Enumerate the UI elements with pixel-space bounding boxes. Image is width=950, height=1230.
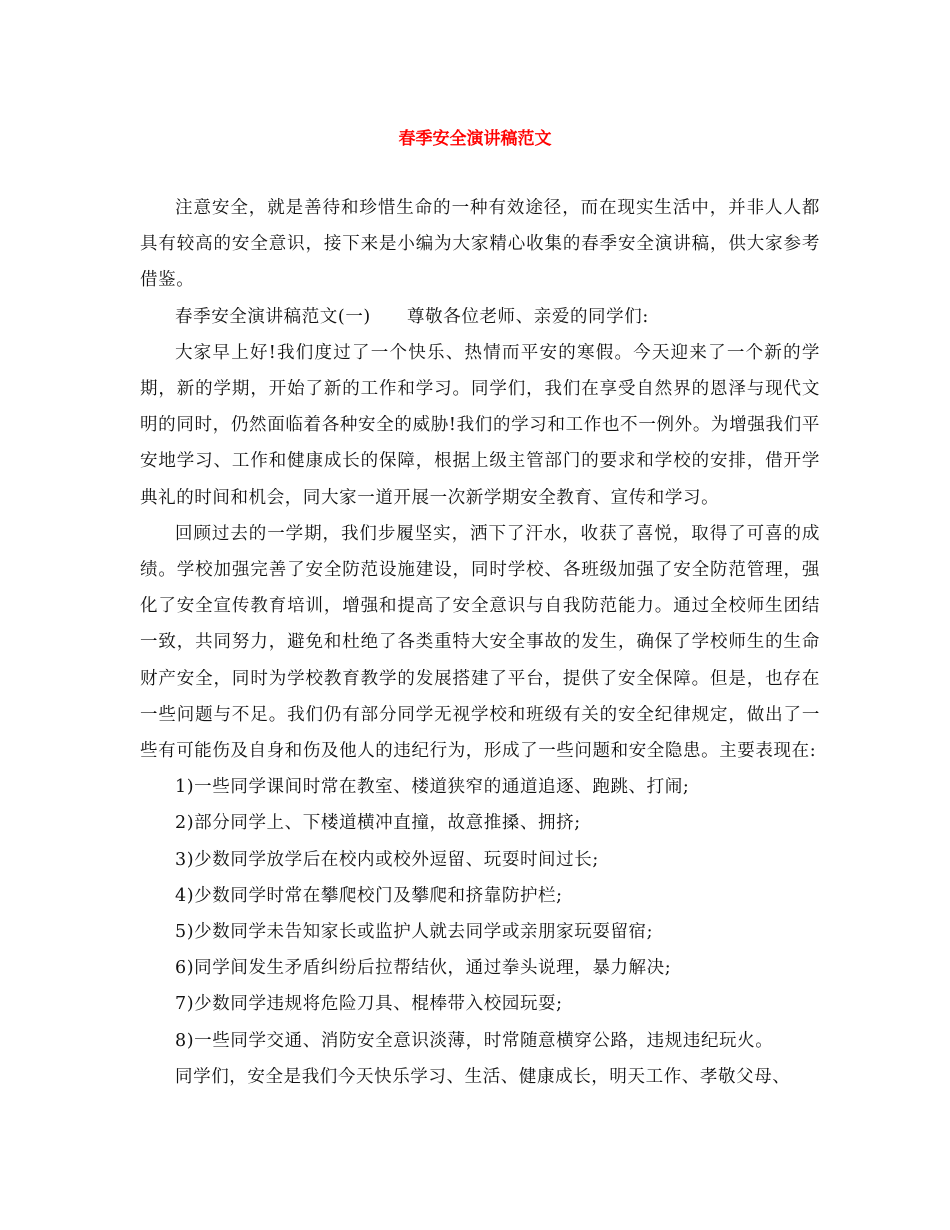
list-item: 8)一些同学交通、消防安全意识淡薄，时常随意横穿公路，违规违纪玩火。 <box>175 1030 774 1051</box>
document-title: 春季安全演讲稿范文 <box>398 129 552 149</box>
list-item: 6)同学间发生矛盾纠纷后拉帮结伙，通过拳头说理，暴力解决; <box>175 958 672 979</box>
list-item: 7)少数同学违规将危险刀具、棍棒带入校园玩耍; <box>175 994 563 1015</box>
greeting-paragraph: 大家早上好!我们度过了一个快乐、热情而平安的寒假。今天迎来了一个新的学期，新的学期，开始了新的工作和学习。同学们，我们在享受自然界的恩泽与现代文明的同时，仍然面临着各种安全的威胁!我们的学习和工作也不一例外。为增强我们平安地学习、工作和健康成长的保障，根据上级主管部门的要求和学校的安排，借开学典礼的时间和机会，同大家一道开展一次新学期安全教育、宣传和学习。 <box>140 342 820 508</box>
closing-paragraph: 同学们，安全是我们今天快乐学习、生活、健康成长，明天工作、孝敬父母、 <box>175 1066 791 1087</box>
list-item: 2)部分同学上、下楼道横冲直撞，故意推搡、拥挤; <box>175 813 581 834</box>
list-item: 3)少数同学放学后在校内或校外逗留、玩耍时间过长; <box>175 849 599 870</box>
section-heading-paragraph: 春季安全演讲稿范文(一) 尊敬各位老师、亲爱的同学们: <box>175 306 649 327</box>
list-item: 5)少数同学未告知家长或监护人就去同学或亲朋家玩耍留宿; <box>175 922 654 943</box>
document-body <box>140 190 820 1095</box>
list-item: 4)少数同学时常在攀爬校门及攀爬和挤靠防护栏; <box>175 885 563 906</box>
list-item: 1)一些同学课间时常在教室、楼道狭窄的通道追逐、跑跳、打闹; <box>175 777 690 798</box>
review-paragraph: 回顾过去的一学期，我们步履坚实，洒下了汗水，收获了喜悦，取得了可喜的成绩。学校加强完善了安全防范设施建设，同时学校、各班级加强了安全防范管理，强化了安全宣传教育培训，增强和提高了安全意识与自我防范能力。通过全校师生团结一致，共同努力，避免和杜绝了各类重特大安全事故的发生，确保了学校师生的生命财产安全，同时为学校教育教学的发展搭建了平台，提供了安全保障。但是，也存在一些问题与不足。我们仍有部分同学无视学校和班级有关的安全纪律规定，做出了一些有可能伤及自身和伤及他人的违纪行为，形成了一些问题和安全隐患。主要表现在: <box>140 523 820 762</box>
intro-paragraph: 注意安全，就是善待和珍惜生命的一种有效途径，而在现实生活中，并非人人都具有较高的安全意识，接下来是小编为大家精心收集的春季安全演讲稿，供大家参考借鉴。 <box>140 198 820 291</box>
